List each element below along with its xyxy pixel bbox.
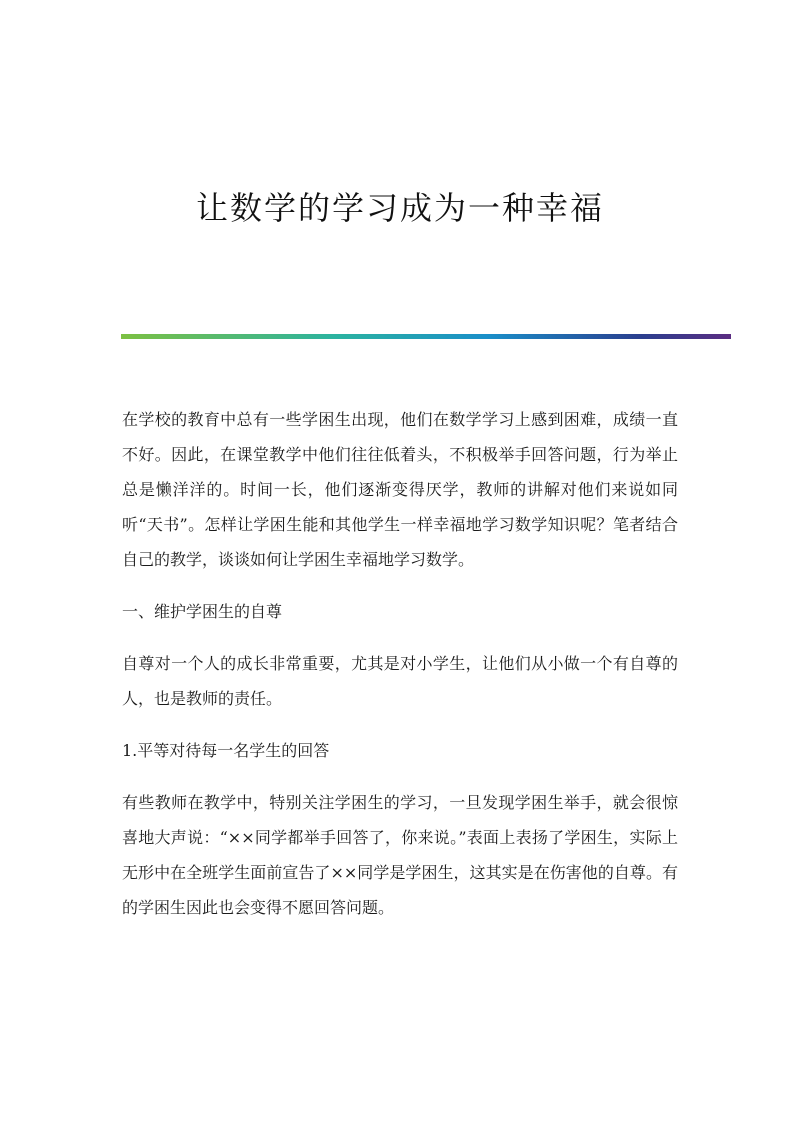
- section-heading-1: 一、维护学困生的自尊: [122, 602, 283, 621]
- document-title: 让数学的学习成为一种幸福: [195, 189, 604, 227]
- subsection-heading-1-1: 1.平等对待每一名学生的回答: [122, 741, 330, 760]
- intro-paragraph: 在学校的教育中总有一些学困生出现，他们在数学学习上感到困难，成绩一直不好。因此，在课堂教学中他们往往低着头，不积极举手回答问题，行为举止总是懒洋洋的。时间一长，他们逐渐变得厌学，教师的讲解对他们来说如同听“天书”。怎样让学困生能和其他学生一样幸福地学习数学知识呢？笔者结合自己的教学，谈谈如何让学困生幸福地学习数学。: [122, 410, 678, 569]
- section-1-paragraph: 自尊对一个人的成长非常重要，尤其是对小学生，让他们从小做一个有自尊的人，也是教师的责任。: [122, 654, 678, 708]
- title-divider: [121, 334, 731, 339]
- document-body: [122, 402, 678, 942]
- subsection-1-1-paragraph: 有些教师在教学中，特别关注学困生的学习，一旦发现学困生举手，就会很惊喜地大声说：“××同学都举手回答了，你来说。”表面上表扬了学困生，实际上无形中在全班学生面前宣告了××同学是学困生，这其实是在伤害他的自尊。有的学困生因此也会变得不愿回答问题。: [122, 793, 678, 917]
